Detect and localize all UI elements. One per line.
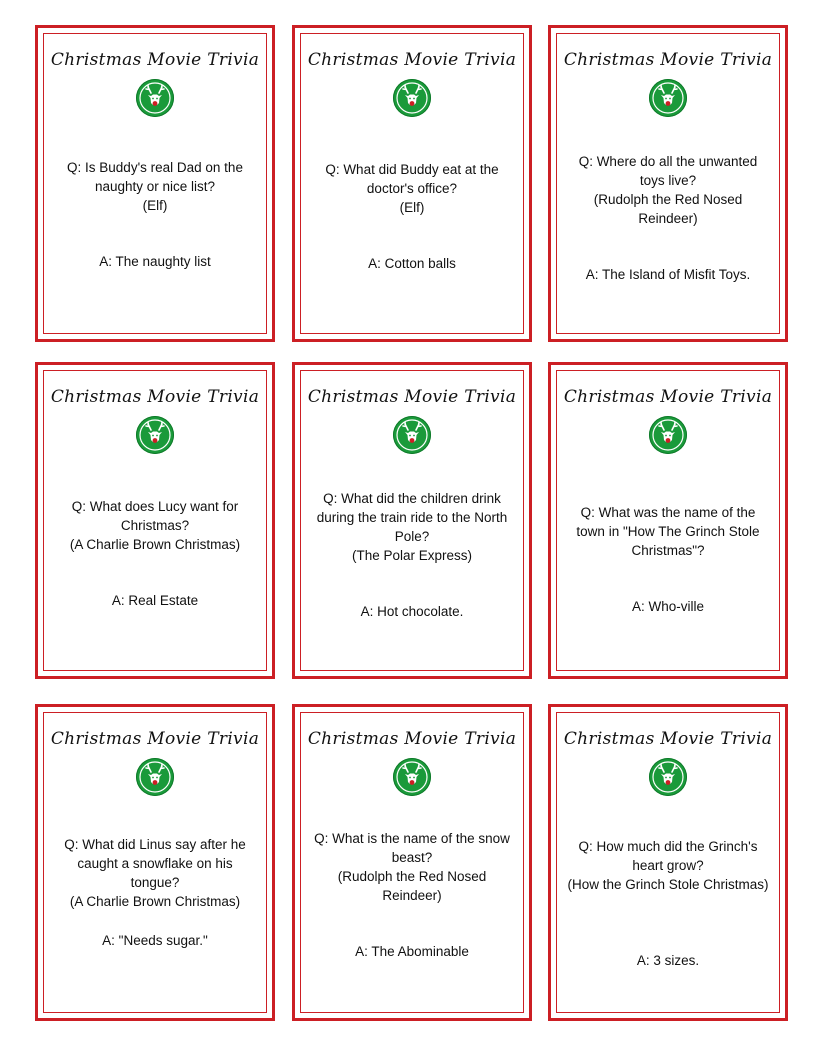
answer-text: A: Real Estate bbox=[111, 593, 199, 608]
answer-text: A: 3 sizes. bbox=[636, 953, 700, 968]
trivia-card bbox=[292, 25, 532, 342]
card-title: Christmas Movie Trivia bbox=[563, 387, 773, 407]
movie-name: (Elf) bbox=[399, 200, 425, 215]
question-block bbox=[311, 489, 513, 565]
question-text: Q: What did the children drink during the train ride to the North Pole? bbox=[316, 491, 508, 544]
reindeer-icon bbox=[649, 758, 687, 796]
question-block bbox=[54, 497, 256, 554]
reindeer-icon bbox=[136, 758, 174, 796]
question-text: Q: What is the name of the snow beast? bbox=[314, 831, 510, 865]
question-block bbox=[567, 837, 769, 894]
trivia-card bbox=[548, 704, 788, 1021]
question-text: Q: How much did the Grinch's heart grow? bbox=[578, 839, 758, 873]
trivia-card bbox=[548, 25, 788, 342]
question-block bbox=[54, 835, 256, 911]
answer-text: A: Who-ville bbox=[631, 599, 704, 614]
card-title: Christmas Movie Trivia bbox=[307, 50, 517, 70]
question-block bbox=[311, 160, 513, 217]
reindeer-icon bbox=[393, 416, 431, 454]
card-title: Christmas Movie Trivia bbox=[50, 387, 260, 407]
movie-name: (Rudolph the Red Nosed Reindeer) bbox=[593, 192, 743, 226]
question-block bbox=[567, 152, 769, 228]
card-title: Christmas Movie Trivia bbox=[50, 729, 260, 749]
card-title: Christmas Movie Trivia bbox=[563, 729, 773, 749]
answer-text: A: Cotton balls bbox=[368, 256, 456, 271]
question-block bbox=[311, 829, 513, 905]
answer-text: A: Hot chocolate. bbox=[360, 604, 464, 619]
movie-name: (How the Grinch Stole Christmas) bbox=[567, 877, 769, 892]
question-text: Q: What was the name of the town in "How The Grinch Stole Christmas"? bbox=[576, 505, 760, 558]
question-text: Q: Where do all the unwanted toys live? bbox=[578, 154, 758, 188]
answer-text: A: The Island of Misfit Toys. bbox=[585, 267, 751, 282]
question-text: Q: Is Buddy's real Dad on the naughty or nice list? bbox=[67, 160, 243, 194]
reindeer-icon bbox=[393, 79, 431, 117]
question-block bbox=[567, 503, 769, 560]
question-block bbox=[54, 158, 256, 215]
trivia-card bbox=[35, 25, 275, 342]
reindeer-icon bbox=[136, 79, 174, 117]
trivia-card bbox=[292, 362, 532, 679]
question-text: Q: What does Lucy want for Christmas? bbox=[71, 499, 239, 533]
reindeer-icon bbox=[649, 79, 687, 117]
movie-name: (A Charlie Brown Christmas) bbox=[69, 537, 241, 552]
trivia-card bbox=[35, 704, 275, 1021]
card-title: Christmas Movie Trivia bbox=[307, 387, 517, 407]
card-title: Christmas Movie Trivia bbox=[307, 729, 517, 749]
trivia-card bbox=[548, 362, 788, 679]
movie-name: (The Polar Express) bbox=[351, 548, 473, 563]
answer-text: A: The naughty list bbox=[99, 254, 211, 269]
reindeer-icon bbox=[136, 416, 174, 454]
trivia-card bbox=[35, 362, 275, 679]
card-title: Christmas Movie Trivia bbox=[563, 50, 773, 70]
reindeer-icon bbox=[649, 416, 687, 454]
movie-name: (Elf) bbox=[142, 198, 168, 213]
movie-name: (Rudolph the Red Nosed Reindeer) bbox=[337, 869, 487, 903]
movie-name: (A Charlie Brown Christmas) bbox=[69, 894, 241, 909]
question-text: Q: What did Linus say after he caught a snowflake on his tongue? bbox=[64, 837, 246, 890]
card-title: Christmas Movie Trivia bbox=[50, 50, 260, 70]
trivia-card bbox=[292, 704, 532, 1021]
answer-text: A: "Needs sugar." bbox=[102, 933, 208, 948]
reindeer-icon bbox=[393, 758, 431, 796]
answer-text: A: The Abominable bbox=[355, 944, 469, 959]
question-text: Q: What did Buddy eat at the doctor's office? bbox=[325, 162, 499, 196]
